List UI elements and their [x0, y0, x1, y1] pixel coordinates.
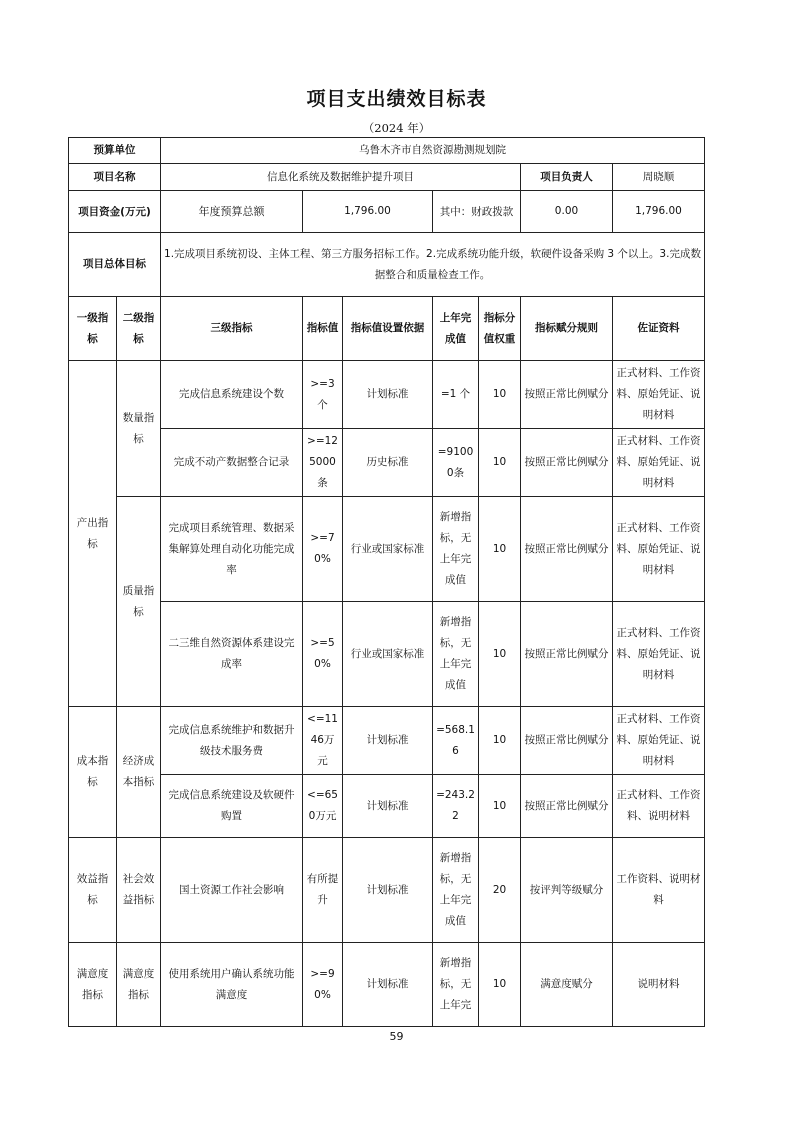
header-level3: 三级指标 — [161, 297, 303, 361]
performance-table — [68, 137, 705, 1027]
fiscal-funds-value: 0.00 — [521, 191, 613, 233]
indicator-last-year: =568.16 — [433, 707, 479, 775]
header-level2: 二级指标 — [117, 297, 161, 361]
indicator-basis: 计划标准 — [343, 838, 433, 943]
group-econ-cost: 经济成本指标 — [117, 707, 161, 838]
indicator-evidence: 正式材料、工作资料、原始凭证、说明材料 — [613, 497, 705, 602]
budget-unit-value: 乌鲁木齐市自然资源勘测规划院 — [161, 138, 705, 164]
indicator-weight: 10 — [479, 497, 521, 602]
overall-goal-text: 1.完成项目系统初设、主体工程、第三方服务招标工作。2.完成系统功能升级，软硬件设备采购 3 个以上。3.完成数据整合和质量检查工作。 — [161, 233, 705, 297]
indicator-name: 国土资源工作社会影响 — [161, 838, 303, 943]
page-number: 59 — [389, 1030, 404, 1043]
indicator-rule: 按照正常比例赋分 — [521, 602, 613, 707]
indicator-evidence: 正式材料、工作资料、原始凭证、说明材料 — [613, 707, 705, 775]
indicator-last-year: 新增指标，无上年完 — [433, 943, 479, 1027]
indicator-basis: 计划标准 — [343, 361, 433, 429]
indicator-weight: 20 — [479, 838, 521, 943]
table-row — [69, 943, 705, 1027]
indicator-last-year: 新增指标，无上年完成值 — [433, 602, 479, 707]
indicator-name: 完成项目系统管理、数据采集解算处理自动化功能完成率 — [161, 497, 303, 602]
indicator-weight: 10 — [479, 775, 521, 838]
indicator-weight: 10 — [479, 943, 521, 1027]
overall-goal-label: 项目总体目标 — [69, 233, 161, 297]
indicator-evidence: 正式材料、工作资料、原始凭证、说明材料 — [613, 361, 705, 429]
project-leader-value: 周晓顺 — [613, 164, 705, 191]
indicator-weight: 10 — [479, 602, 521, 707]
indicator-value: >=70% — [303, 497, 343, 602]
table-row — [69, 497, 705, 602]
indicator-evidence: 说明材料 — [613, 943, 705, 1027]
header-value: 指标值 — [303, 297, 343, 361]
indicator-weight: 10 — [479, 707, 521, 775]
group-quantity: 数量指标 — [117, 361, 161, 497]
project-name-label: 项目名称 — [69, 164, 161, 191]
indicator-basis: 计划标准 — [343, 707, 433, 775]
indicator-basis: 行业或国家标准 — [343, 602, 433, 707]
header-weight: 指标分值权重 — [479, 297, 521, 361]
indicator-name: 使用系统用户确认系统功能满意度 — [161, 943, 303, 1027]
indicator-basis: 历史标准 — [343, 429, 433, 497]
indicator-last-year: 新增指标，无上年完成值 — [433, 497, 479, 602]
indicator-name: 完成不动产数据整合记录 — [161, 429, 303, 497]
indicator-rule: 按照正常比例赋分 — [521, 775, 613, 838]
indicator-rule: 按照正常比例赋分 — [521, 497, 613, 602]
indicator-weight: 10 — [479, 429, 521, 497]
project-leader-label: 项目负责人 — [521, 164, 613, 191]
table-row — [69, 602, 705, 707]
indicator-value: >=90% — [303, 943, 343, 1027]
indicator-weight: 10 — [479, 361, 521, 429]
table-row — [69, 775, 705, 838]
indicator-value: >=125000条 — [303, 429, 343, 497]
group-cost: 成本指标 — [69, 707, 117, 838]
indicator-value: <=650万元 — [303, 775, 343, 838]
indicator-value: <=1146万元 — [303, 707, 343, 775]
header-rule: 指标赋分规则 — [521, 297, 613, 361]
indicator-evidence: 正式材料、工作资料、说明材料 — [613, 775, 705, 838]
budget-unit-label: 预算单位 — [69, 138, 161, 164]
indicator-name: 二三维自然资源体系建设完成率 — [161, 602, 303, 707]
indicator-evidence: 正式材料、工作资料、原始凭证、说明材料 — [613, 429, 705, 497]
year-label: （2024 年） — [362, 121, 431, 135]
header-last-year: 上年完成值 — [433, 297, 479, 361]
group-satisfaction-2: 满意度指标 — [117, 943, 161, 1027]
indicator-last-year: =243.22 — [433, 775, 479, 838]
page-title: 项目支出绩效目标表 — [306, 88, 487, 110]
table-row — [69, 707, 705, 775]
header-basis: 指标值设置依据 — [343, 297, 433, 361]
fiscal-funds-label: 其中：财政拨款 — [433, 191, 521, 233]
table-row — [69, 838, 705, 943]
indicator-rule: 按照正常比例赋分 — [521, 361, 613, 429]
indicator-last-year: =91000条 — [433, 429, 479, 497]
group-social: 社会效益指标 — [117, 838, 161, 943]
table-row — [69, 361, 705, 429]
indicator-basis: 计划标准 — [343, 775, 433, 838]
group-satisfaction: 满意度指标 — [69, 943, 117, 1027]
indicator-rule: 按评判等级赋分 — [521, 838, 613, 943]
indicator-name: 完成信息系统建设个数 — [161, 361, 303, 429]
group-output: 产出指标 — [69, 361, 117, 707]
header-level1: 一级指标 — [69, 297, 117, 361]
indicator-value: 有所提升 — [303, 838, 343, 943]
header-evidence: 佐证资料 — [613, 297, 705, 361]
indicator-value: >=50% — [303, 602, 343, 707]
indicator-rule: 按照正常比例赋分 — [521, 429, 613, 497]
indicator-basis: 行业或国家标准 — [343, 497, 433, 602]
indicator-rule: 按照正常比例赋分 — [521, 707, 613, 775]
indicator-name: 完成信息系统建设及软硬件购置 — [161, 775, 303, 838]
table-row — [69, 429, 705, 497]
indicator-rule: 满意度赋分 — [521, 943, 613, 1027]
indicator-value: >=3个 — [303, 361, 343, 429]
group-quality: 质量指标 — [117, 497, 161, 707]
indicator-evidence: 工作资料、说明材料 — [613, 838, 705, 943]
annual-budget-label: 年度预算总额 — [161, 191, 303, 233]
annual-budget-value: 1,796.00 — [303, 191, 433, 233]
indicator-last-year: =1 个 — [433, 361, 479, 429]
project-funds-label: 项目资金(万元) — [69, 191, 161, 233]
indicator-last-year: 新增指标，无上年完成值 — [433, 838, 479, 943]
project-name-value: 信息化系统及数据维护提升项目 — [161, 164, 521, 191]
indicator-evidence: 正式材料、工作资料、原始凭证、说明材料 — [613, 602, 705, 707]
indicator-basis: 计划标准 — [343, 943, 433, 1027]
other-funds-value: 1,796.00 — [613, 191, 705, 233]
group-benefit: 效益指标 — [69, 838, 117, 943]
indicator-name: 完成信息系统维护和数据升级技术服务费 — [161, 707, 303, 775]
